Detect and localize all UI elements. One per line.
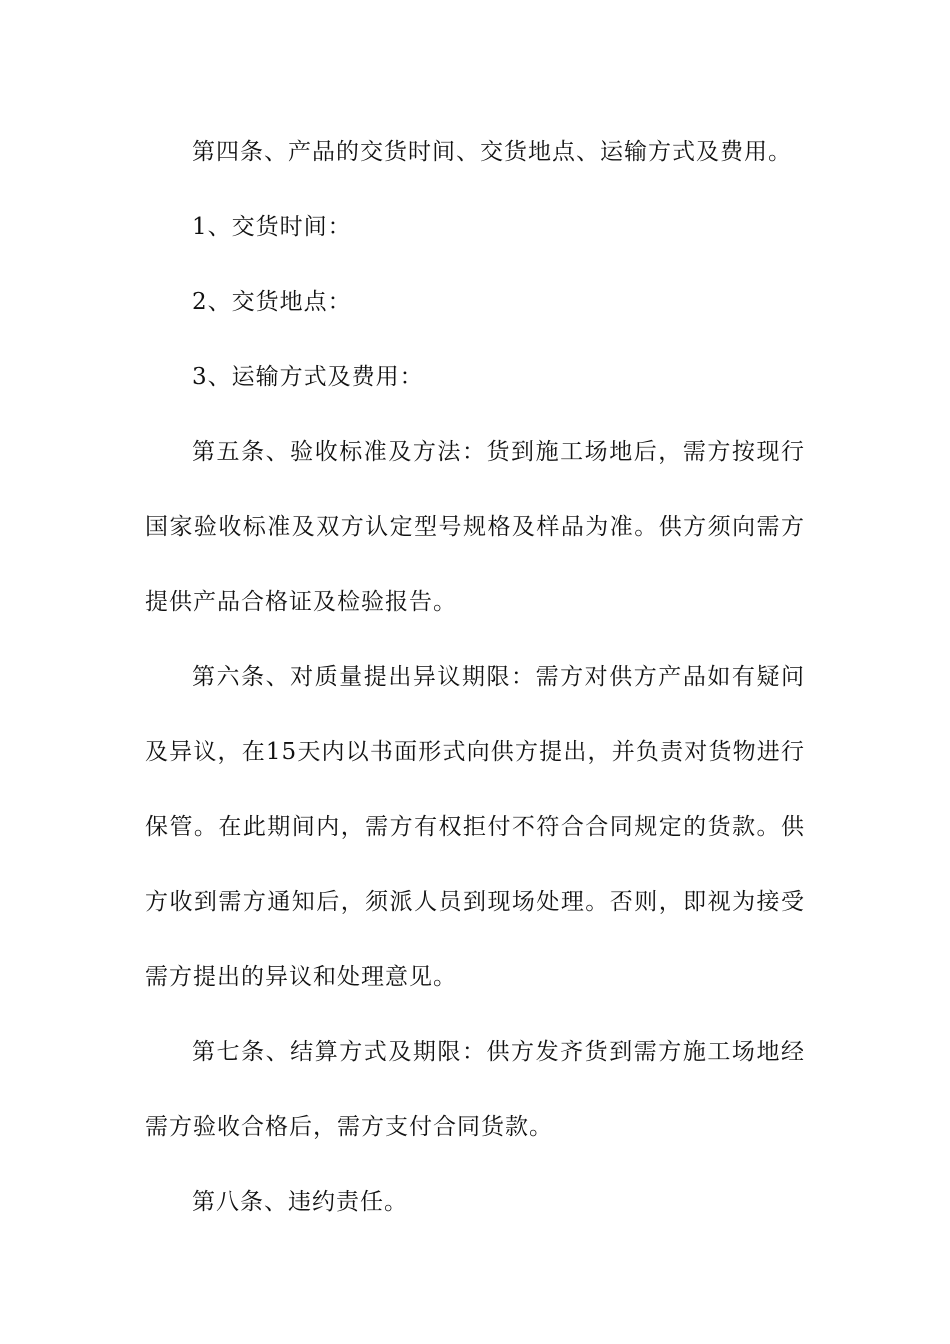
delivery-place-item: 2、交货地点： — [192, 289, 352, 315]
article-7-line-2: 需方验收合格后，需方支付合同货款。 — [145, 1114, 553, 1140]
article-5-line-2: 国家验收标准及双方认定型号规格及样品为准。供方须向需方 — [145, 514, 805, 540]
article-5-line-3: 提供产品合格证及检验报告。 — [145, 589, 457, 615]
article-5-line-1: 第五条、验收标准及方法：货到施工场地后，需方按现行 — [192, 439, 805, 465]
article-7-line-1: 第七条、结算方式及期限：供方发齐货到需方施工场地经 — [192, 1039, 805, 1065]
article-8-heading: 第八条、违约责任。 — [192, 1189, 408, 1215]
article-6-line-5: 需方提出的异议和处理意见。 — [145, 964, 457, 990]
article-6-line-1: 第六条、对质量提出异议期限：需方对供方产品如有疑问 — [192, 664, 805, 690]
article-4-heading: 第四条、产品的交货时间、交货地点、运输方式及费用。 — [192, 139, 792, 165]
article-6-line-4: 方收到需方通知后，须派人员到现场处理。否则，即视为接受 — [145, 889, 805, 915]
transport-cost-item: 3、运输方式及费用： — [192, 364, 424, 390]
article-6-line-2: 及异议，在15天内以书面形式向供方提出，并负责对货物进行 — [145, 739, 805, 765]
article-6-line-3: 保管。在此期间内，需方有权拒付不符合合同规定的货款。供 — [145, 814, 805, 840]
delivery-time-item: 1、交货时间： — [192, 214, 352, 240]
